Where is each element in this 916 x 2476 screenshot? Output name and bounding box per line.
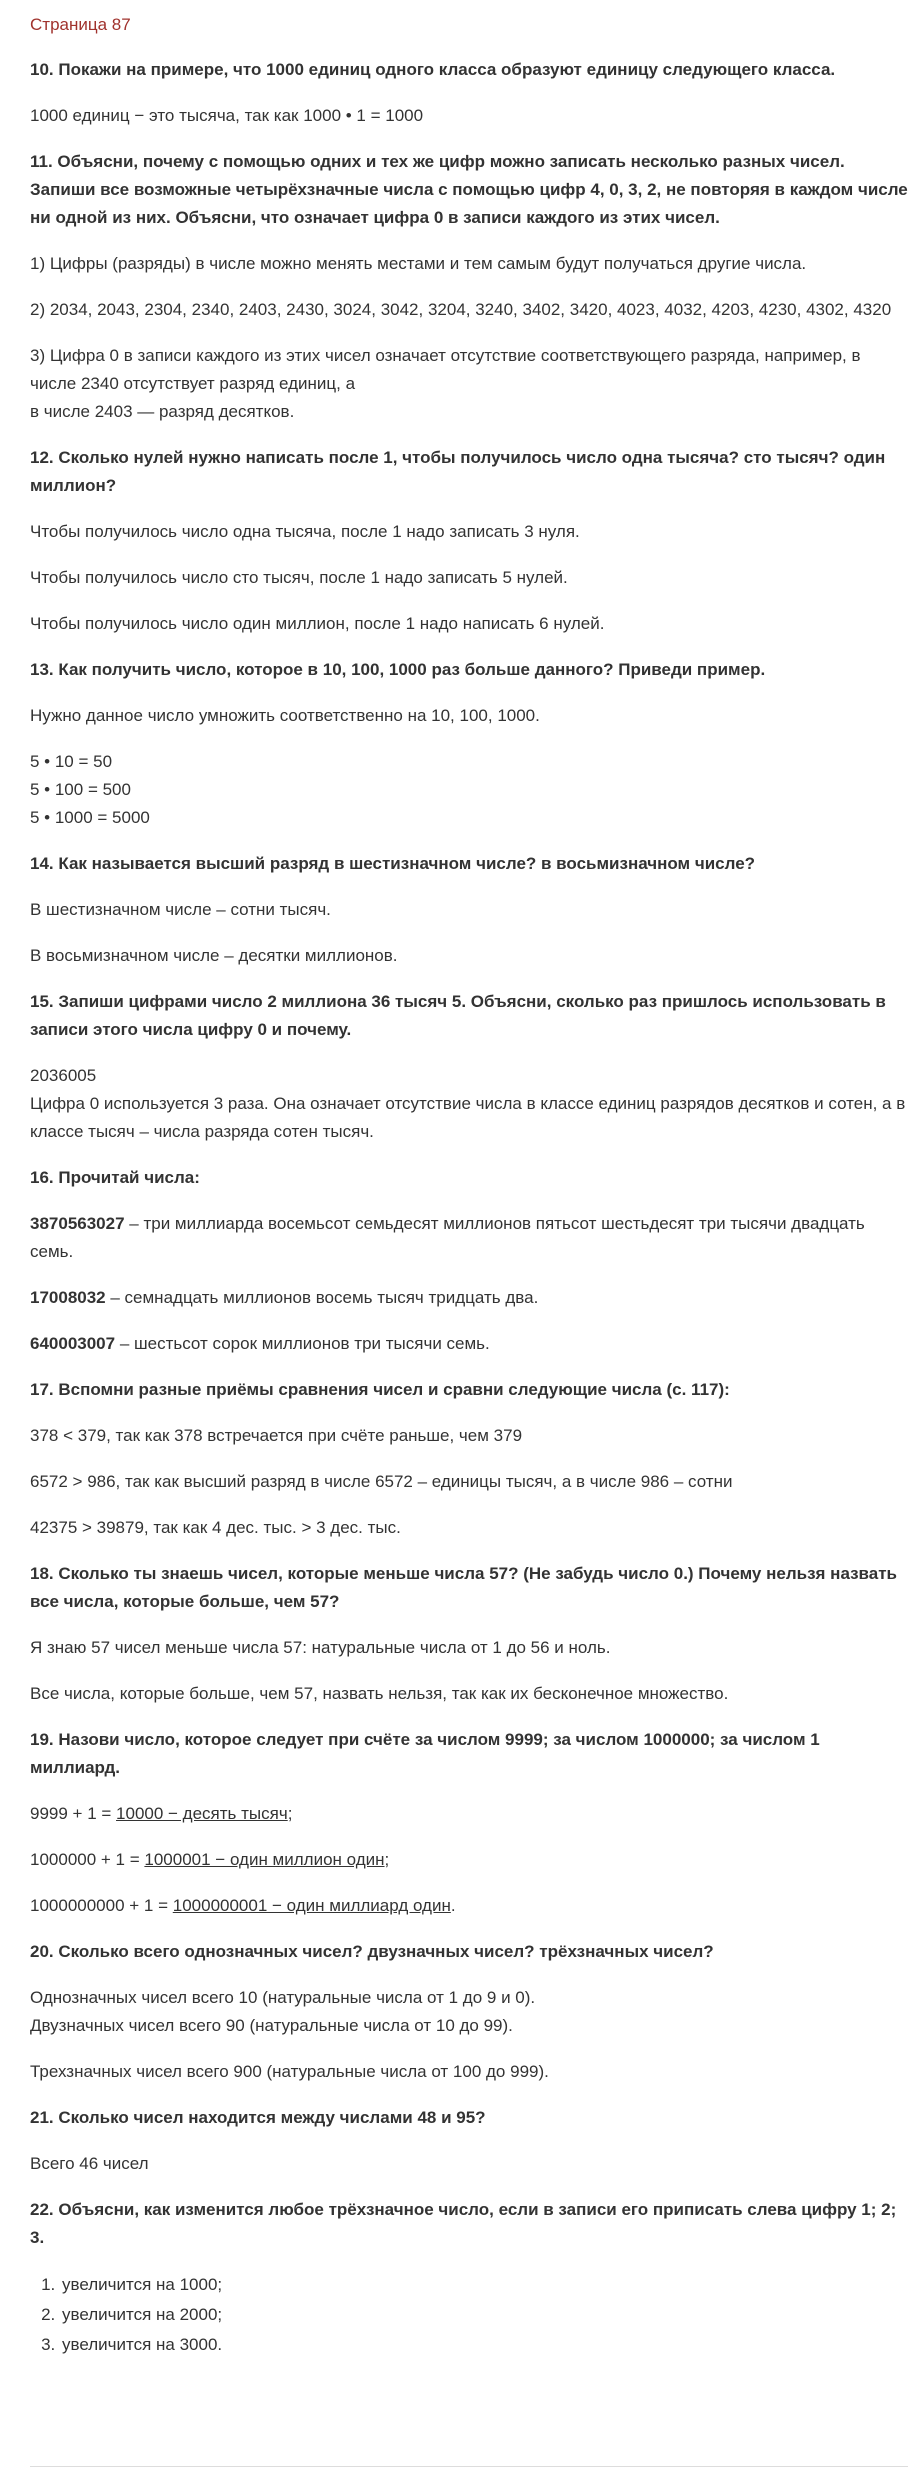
equation-19-2-answer: 1000001 − один миллион один [144,1850,385,1869]
equation-19-2 [30,1846,908,1874]
answer-20-1: Однозначных чисел всего 10 (натуральные числа от 1 до 9 и 0). [30,1988,536,2007]
page-title: Страница 87 [30,15,131,34]
list-item: 1. увеличится на 1000; [60,2270,908,2300]
answer-22-list [30,2270,908,2360]
bottom-divider [30,2466,908,2467]
answer-17-3: 42375 > 39879, так как 4 дес. тыс. > 3 дес. тыс. [30,1518,401,1537]
text-16-3: – шестьсот сорок миллионов три тысячи семь. [115,1334,490,1353]
equation-19-1-left: 9999 + 1 = [30,1804,117,1823]
reading-16-1 [30,1210,908,1266]
reading-16-3 [30,1330,908,1358]
question-22: 22. Объясни, как изменится любое трёхзначное число, если в записи его приписать слева цифру 1; 2; 3. [30,2200,897,2247]
equation-19-1 [30,1800,908,1828]
question-18: 18. Сколько ты знаешь чисел, которые меньше числа 57? (Не забудь число 0.) Почему нельзя назвать все числа, которые больше, чем 57? [30,1564,898,1611]
example-13-3: 5 • 1000 = 5000 [30,808,150,827]
answer-18-1: Я знаю 57 чисел меньше числа 57: натуральные числа от 1 до 56 и ноль. [30,1638,611,1657]
answer-12-3: Чтобы получилось число один миллион, после 1 надо написать 6 нулей. [30,614,605,633]
number-16-3: 640003007 [30,1334,116,1353]
answer-18-2: Все числа, которые больше, чем 57, назвать нельзя, так как их бесконечное множество. [30,1684,729,1703]
equation-19-3-answer: 1000000001 − один миллиард один [172,1896,451,1915]
question-17: 17. Вспомни разные приёмы сравнения чисел и сравни следующие числа (с. 117): [30,1380,730,1399]
question-12: 12. Сколько нулей нужно написать после 1, чтобы получилось число одна тысяча? сто тысяч? один миллион? [30,448,886,495]
answer-11-3a: 3) Цифра 0 в записи каждого из этих чисел означает отсутствие соответствующего разряда, например, в числе 2340 отсутствует разряд единиц, а [30,346,861,393]
reading-16-2 [30,1284,908,1312]
equation-19-1-answer: 10000 − десять тысяч [116,1804,288,1823]
question-13: 13. Как получить число, которое в 10, 100, 1000 раз больше данного? Приведи пример. [30,660,766,679]
answer-11-2: 2) 2034, 2043, 2304, 2340, 2403, 2430, 3024, 3042, 3204, 3240, 3402, 3420, 4023, 4032, 4203, 4230, 4302, 4320 [30,300,892,319]
answer-14-1: В шестизначном числе – сотни тысяч. [30,900,331,919]
list-item: 2. увеличится на 2000; [60,2300,908,2330]
example-13-1: 5 • 10 = 50 [30,752,113,771]
question-14: 14. Как называется высший разряд в шестизначном числе? в восьмизначном числе? [30,854,756,873]
answer-12-2: Чтобы получилось число сто тысяч, после 1 надо записать 5 нулей. [30,568,568,587]
equation-19-3-punct: . [450,1896,456,1915]
text-16-2: – семнадцать миллионов восемь тысяч тридцать два. [105,1288,539,1307]
answer-20-3: Трехзначных чисел всего 900 (натуральные числа от 100 до 999). [30,2062,549,2081]
answer-10: 1000 единиц − это тысяча, так как 1000 • 1 = 1000 [30,106,424,125]
number-16-2: 17008032 [30,1288,106,1307]
answer-11-1: 1) Цифры (разряды) в числе можно менять местами и тем самым будут получаться другие числа. [30,254,807,273]
question-15: 15. Запиши цифрами число 2 миллиона 36 тысяч 5. Объясни, сколько раз пришлось использовать в записи этого числа цифру 0 и почему. [30,992,886,1039]
answer-17-2: 6572 > 986, так как высший разряд в числе 6572 – единицы тысяч, а в числе 986 – сотни [30,1472,733,1491]
answer-15-number: 2036005 [30,1066,97,1085]
answer-15-explanation: Цифра 0 используется 3 раза. Она означает отсутствие числа в классе единиц разрядов десятков и сотен, а в классе тысяч – числа разряда сотен тысяч. [30,1094,906,1141]
equation-19-3 [30,1892,908,1920]
text-16-1: – три миллиарда восемьсот семьдесят миллионов пятьсот шестьдесят три тысячи двадцать семь. [30,1214,865,1261]
page-content [30,0,908,2360]
question-16: 16. Прочитай числа: [30,1168,200,1187]
answer-11-3b: в числе 2403 — разряд десятков. [30,402,295,421]
list-item: 3. увеличится на 3000. [60,2330,908,2360]
answer-17-1: 378 < 379, так как 378 встречается при счёте раньше, чем 379 [30,1426,523,1445]
equation-19-2-left: 1000000 + 1 = [30,1850,145,1869]
answer-13: Нужно данное число умножить соответственно на 10, 100, 1000. [30,706,540,725]
question-19: 19. Назови число, которое следует при счёте за числом 9999; за числом 1000000; за числом 1 миллиард. [30,1730,820,1777]
equation-19-1-punct: ; [287,1804,293,1823]
equation-19-3-left: 1000000000 + 1 = [30,1896,173,1915]
question-20: 20. Сколько всего однозначных чисел? двузначных чисел? трёхзначных чисел? [30,1942,714,1961]
example-13-2: 5 • 100 = 500 [30,780,131,799]
equation-19-2-punct: ; [384,1850,390,1869]
question-10: 10. Покажи на примере, что 1000 единиц одного класса образуют единицу следующего класса. [30,60,836,79]
question-21: 21. Сколько чисел находится между числами 48 и 95? [30,2108,486,2127]
answer-20-2: Двузначных чисел всего 90 (натуральные числа от 10 до 99). [30,2016,513,2035]
question-11: 11. Объясни, почему с помощью одних и тех же цифр можно записать несколько разных чисел. Запиши все возможные четырёхзначные числа с помощью цифр 4, 0, 3, 2, не повторяя в каждом числе ни одной из них. Объясни, что означает цифра 0 в записи каждого из этих чисел. [30,152,908,227]
answer-12-1: Чтобы получилось число одна тысяча, после 1 надо записать 3 нуля. [30,522,580,541]
number-16-1: 3870563027 [30,1214,125,1233]
answer-14-2: В восьмизначном числе – десятки миллионов. [30,946,398,965]
answer-21: Всего 46 чисел [30,2154,149,2173]
